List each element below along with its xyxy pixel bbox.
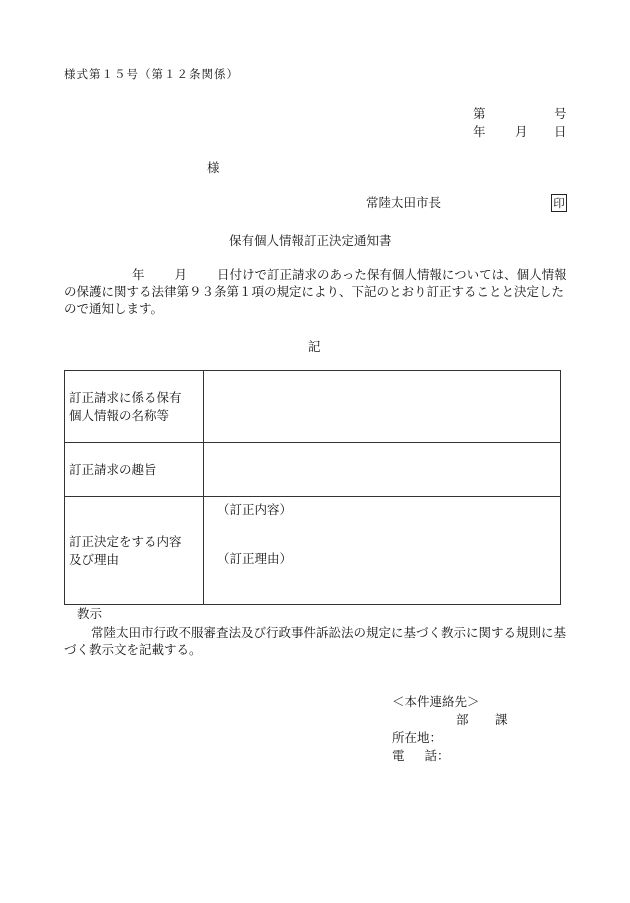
contact-section: 課 (495, 712, 508, 727)
notice-heading: 教示 (77, 606, 103, 621)
contact-phone-label-1: 電 (392, 748, 405, 763)
recipient-honorific: 様 (207, 160, 220, 175)
row2-label: 訂正請求の趣旨 (65, 443, 204, 497)
row1-label-line1: 訂正請求に係る保有 (69, 389, 182, 405)
contact-phone-label-2: 話： (424, 748, 450, 763)
row3-label-line1: 訂正決定をする内容 (69, 533, 182, 549)
contact-heading: ＜本件連絡先＞ (392, 694, 480, 709)
form-number: 様式第１５号（第１２条関係） (64, 67, 239, 81)
correction-content-label: （訂正内容） (217, 501, 293, 517)
body-year: 年 (132, 267, 145, 282)
row1-label-line2: 個人情報の名称等 (69, 407, 170, 423)
row1-label (65, 371, 204, 443)
date-year: 年 (473, 124, 486, 139)
correction-reason-label: （訂正理由） (217, 550, 293, 566)
seal-mark: 印 (551, 194, 567, 212)
contact-address-label: 所在地： (392, 730, 443, 745)
sender-name: 常陸太田市長 (366, 195, 442, 210)
row2-value (204, 443, 561, 497)
body-paragraph (64, 266, 574, 317)
notice-text: 常陸太田市行政不服審査法及び行政事件訴訟法の規定に基づく教示に関する規則に基づく教示文を記載する。 (64, 625, 567, 657)
doc-number-prefix: 第 (473, 106, 486, 121)
contact-phone-label (392, 748, 450, 764)
body-month: 月 (174, 267, 188, 282)
row3-label (65, 497, 204, 605)
table-row (65, 371, 561, 443)
contact-dept: 部 (456, 712, 469, 727)
document-title: 保有個人情報訂正決定通知書 (229, 233, 392, 248)
row1-value (204, 371, 561, 443)
row3-label-line2: 及び理由 (69, 551, 120, 567)
table-row (65, 443, 561, 497)
doc-number-suffix: 号 (554, 106, 567, 121)
date-day: 日 (554, 124, 567, 139)
ki-heading: 記 (308, 339, 321, 354)
body-text: 日付けで訂正請求のあった保有個人情報については、個人情報の保護に関する法律第９３条第１項の規定により、下記のとおり訂正することと決定したので通知します。 (64, 267, 567, 316)
row3-value (204, 497, 561, 605)
date-month: 月 (515, 124, 528, 139)
record-table (64, 370, 561, 605)
table-row (65, 497, 561, 605)
